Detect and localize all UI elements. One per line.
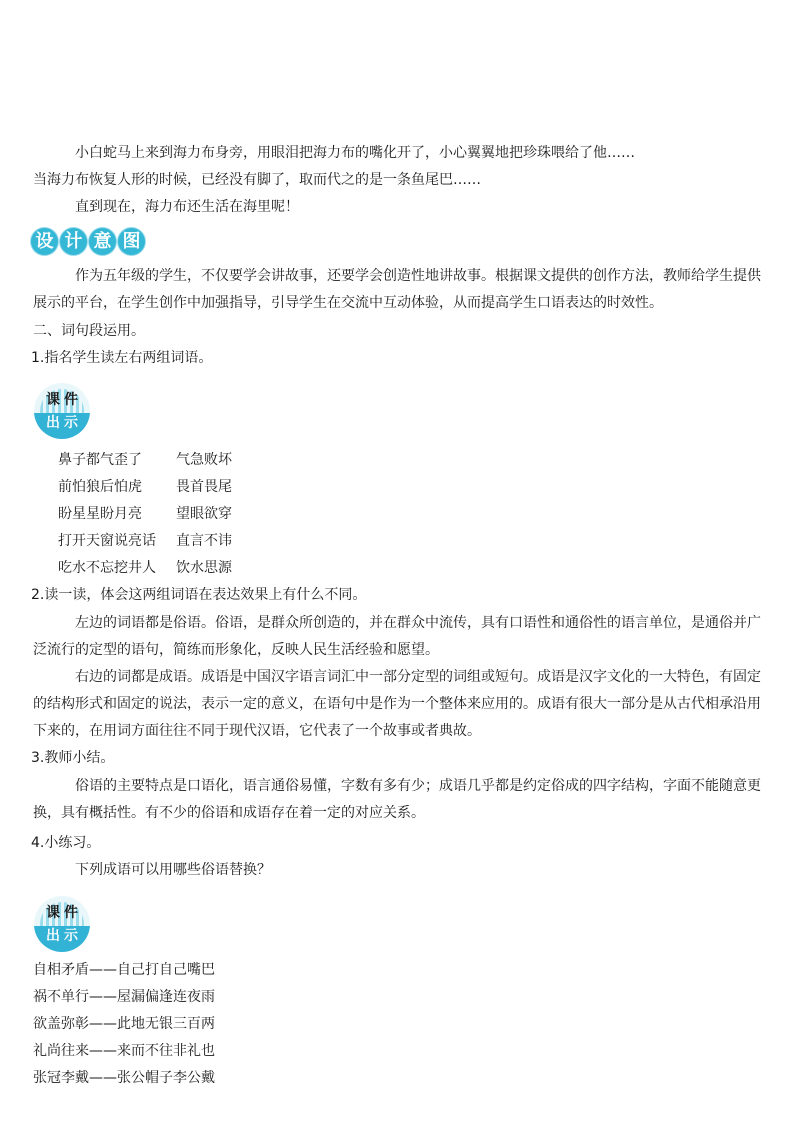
badge-char: 计 bbox=[60, 228, 87, 255]
badge-char: 出 bbox=[46, 415, 60, 431]
courseware-badge bbox=[34, 896, 90, 952]
badge-char: 课 bbox=[46, 905, 60, 921]
design-intent-text: 作为五年级的学生，不仅要学会讲故事，还要学会创造性地讲故事。根据课文提供的创作方法，教师给学生提供展示的平台，在学生创作中加强指导，引导学生在交流中互动体验，从而提高学生口语表达的时效性。 bbox=[33, 268, 761, 311]
badge-char: 件 bbox=[64, 392, 78, 408]
badge-char: 课 bbox=[46, 392, 60, 408]
exercise-item: 欲盖弥彰——此地无银三百两 bbox=[33, 1016, 215, 1032]
badge-char: 示 bbox=[64, 415, 78, 431]
story-paragraph-1: 小白蛇马上来到海力布身旁，用眼泪把海力布的嘴化开了，小心翼翼地把珍珠喂给了他…… bbox=[75, 145, 635, 161]
proverb-word: 鼻子都气歪了 bbox=[58, 452, 142, 468]
badge-char: 件 bbox=[64, 905, 78, 921]
exercise-item: 礼尚往来——来而不往非礼也 bbox=[33, 1043, 215, 1059]
step-2: 2.读一读，体会这两组词语在表达效果上有什么不同。 bbox=[31, 587, 367, 603]
proverb-explanation: 左边的词语都是俗语。俗语，是群众所创造的，并在群众中流传，具有口语性和通俗性的语言单位，是通俗并广泛流行的定型的语句，简练而形象化，反映人民生活经验和愿望。 bbox=[33, 615, 761, 658]
badge-char: 图 bbox=[118, 228, 145, 255]
step-3: 3.教师小结。 bbox=[31, 750, 115, 766]
story-paragraph-2: 当海力布恢复人形的时候，已经没有脚了，取而代之的是一条鱼尾巴…… bbox=[33, 172, 481, 188]
proverb-word: 盼星星盼月亮 bbox=[58, 506, 142, 522]
exercise-item: 张冠李戴——张公帽子李公戴 bbox=[33, 1070, 215, 1086]
teacher-summary: 俗语的主要特点是口语化，语言通俗易懂，字数有多有少；成语几乎都是约定俗成的四字结构，字面不能随意更换，具有概括性。有不少的俗语和成语存在着一定的对应关系。 bbox=[33, 778, 761, 821]
idiom-word: 望眼欲穿 bbox=[176, 506, 232, 522]
step-4: 4.小练习。 bbox=[31, 835, 101, 851]
idiom-word: 畏首畏尾 bbox=[176, 479, 232, 495]
proverb-word: 前怕狼后怕虎 bbox=[58, 479, 142, 495]
idiom-word: 直言不讳 bbox=[176, 533, 232, 549]
badge-char: 示 bbox=[64, 928, 78, 944]
badge-char: 设 bbox=[31, 228, 58, 255]
section-heading-2: 二、词句段运用。 bbox=[33, 323, 145, 339]
idiom-word: 饮水思源 bbox=[176, 560, 232, 576]
courseware-badge bbox=[34, 383, 90, 439]
exercise-prompt: 下列成语可以用哪些俗语替换？ bbox=[75, 862, 271, 878]
badge-char: 出 bbox=[46, 928, 60, 944]
idiom-word: 气急败坏 bbox=[176, 452, 232, 468]
proverb-word: 打开天窗说亮话 bbox=[58, 533, 156, 549]
design-intent-badge bbox=[31, 228, 145, 255]
step-1: 1.指名学生读左右两组词语。 bbox=[31, 350, 213, 366]
story-paragraph-3: 直到现在，海力布还生活在海里呢！ bbox=[75, 199, 299, 215]
proverb-word: 吃水不忘挖井人 bbox=[58, 560, 156, 576]
exercise-item: 自相矛盾——自己打自己嘴巴 bbox=[33, 962, 215, 978]
badge-char: 意 bbox=[89, 228, 116, 255]
exercise-item: 祸不单行——屋漏偏逢连夜雨 bbox=[33, 989, 215, 1005]
idiom-explanation: 右边的词都是成语。成语是中国汉字语言词汇中一部分定型的词组或短句。成语是汉字文化的一大特色，有固定的结构形式和固定的说法，表示一定的意义，在语句中是作为一个整体来应用的。成语有很大一部分是从古代相承沿用下来的，在用词方面往往不同于现代汉语，它代表了一个故事或者典故。 bbox=[33, 669, 761, 739]
